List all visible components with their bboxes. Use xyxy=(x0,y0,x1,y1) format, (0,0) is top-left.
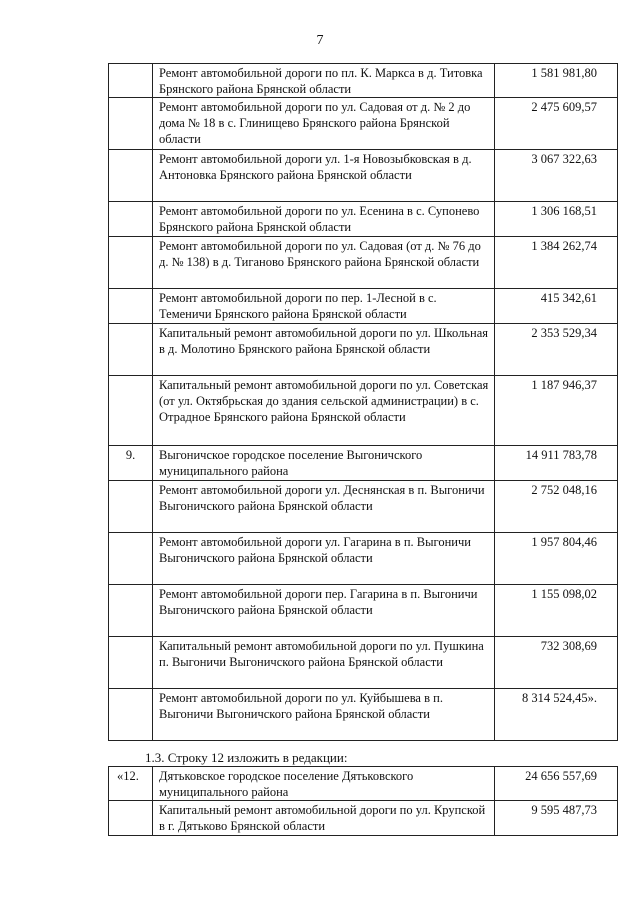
table-row xyxy=(109,533,618,585)
row-description: Капитальный ремонт автомобильной дороги по ул. Крупской в г. Дятьково Брянской области xyxy=(153,801,495,836)
row-number xyxy=(109,376,153,446)
page-number: 7 xyxy=(316,33,324,48)
row-description: Дятьковское городское поселение Дятьковского муниципального района xyxy=(153,767,495,801)
row-number xyxy=(109,289,153,324)
table-row xyxy=(109,801,618,836)
row-amount: 732 308,69 xyxy=(495,637,618,689)
row-amount: 3 067 322,63 xyxy=(495,150,618,202)
table-row xyxy=(109,324,618,376)
table-row xyxy=(109,289,618,324)
row-description: Ремонт автомобильной дороги ул. 1-я Новозыбковская в д. Антоновка Брянского района Брянской области xyxy=(153,150,495,202)
row-number xyxy=(109,202,153,237)
row-description: Ремонт автомобильной дороги ул. Деснянская в п. Выгоничи Выгоничского района Брянской области xyxy=(153,481,495,533)
amendment-instruction: 1.3. Строку 12 изложить в редакции: xyxy=(145,750,348,765)
row-number xyxy=(109,64,153,98)
funding-table-part-1 xyxy=(108,63,618,741)
row-amount: 1 957 804,46 xyxy=(495,533,618,585)
row-description: Капитальный ремонт автомобильной дороги по ул. Школьная в д. Молотино Брянского района Брянской области xyxy=(153,324,495,376)
row-number xyxy=(109,637,153,689)
row-description: Ремонт автомобильной дороги по ул. Есенина в с. Супонево Брянского района Брянской области xyxy=(153,202,495,237)
row-description: Выгоничское городское поселение Выгоничского муниципального района xyxy=(153,446,495,481)
funding-table-part-2 xyxy=(108,766,618,836)
table-row xyxy=(109,585,618,637)
row-number xyxy=(109,481,153,533)
row-number: «12. xyxy=(109,767,153,801)
table-row xyxy=(109,237,618,289)
row-description: Ремонт автомобильной дороги по ул. Садовая от д. № 2 до дома № 18 в с. Глинищево Брянского района Брянской области xyxy=(153,98,495,150)
row-amount: 2 353 529,34 xyxy=(495,324,618,376)
row-description: Ремонт автомобильной дороги по ул. Садовая (от д. № 76 до д. № 138) в д. Тиганово Брянского района Брянской области xyxy=(153,237,495,289)
row-description: Ремонт автомобильной дороги ул. Гагарина в п. Выгоничи Выгоничского района Брянской области xyxy=(153,533,495,585)
row-amount: 415 342,61 xyxy=(495,289,618,324)
table-row xyxy=(109,98,618,150)
table-row xyxy=(109,202,618,237)
table-row xyxy=(109,767,618,801)
table-row xyxy=(109,64,618,98)
row-description: Ремонт автомобильной дороги пер. Гагарина в п. Выгоничи Выгоничского района Брянской области xyxy=(153,585,495,637)
row-amount: 1 384 262,74 xyxy=(495,237,618,289)
row-amount: 9 595 487,73 xyxy=(495,801,618,836)
row-amount: 14 911 783,78 xyxy=(495,446,618,481)
row-amount: 1 581 981,80 xyxy=(495,64,618,98)
row-description: Ремонт автомобильной дороги по пер. 1-Лесной в с. Теменичи Брянского района Брянской области xyxy=(153,289,495,324)
row-description: Ремонт автомобильной дороги по пл. К. Маркса в д. Титовка Брянского района Брянской области xyxy=(153,64,495,98)
row-description: Капитальный ремонт автомобильной дороги по ул. Советская (от ул. Октябрьская до здания сельской администрации) в с. Отрадное Брянского района Брянской области xyxy=(153,376,495,446)
row-number xyxy=(109,98,153,150)
row-description: Ремонт автомобильной дороги по ул. Куйбышева в п. Выгоничи Выгоничского района Брянской области xyxy=(153,689,495,741)
row-number xyxy=(109,689,153,741)
row-amount: 1 155 098,02 xyxy=(495,585,618,637)
table-row xyxy=(109,150,618,202)
table-row xyxy=(109,689,618,741)
table-row xyxy=(109,637,618,689)
row-amount: 1 306 168,51 xyxy=(495,202,618,237)
row-description: Капитальный ремонт автомобильной дороги по ул. Пушкина п. Выгоничи Выгоничского района Брянской области xyxy=(153,637,495,689)
row-number xyxy=(109,324,153,376)
table-row xyxy=(109,376,618,446)
row-amount: 2 752 048,16 xyxy=(495,481,618,533)
table-row xyxy=(109,481,618,533)
row-amount: 1 187 946,37 xyxy=(495,376,618,446)
row-number xyxy=(109,585,153,637)
row-amount: 2 475 609,57 xyxy=(495,98,618,150)
row-amount: 8 314 524,45». xyxy=(495,689,618,741)
row-number xyxy=(109,801,153,836)
row-amount: 24 656 557,69 xyxy=(495,767,618,801)
table-row xyxy=(109,446,618,481)
row-number xyxy=(109,237,153,289)
row-number xyxy=(109,533,153,585)
row-number: 9. xyxy=(109,446,153,481)
row-number xyxy=(109,150,153,202)
